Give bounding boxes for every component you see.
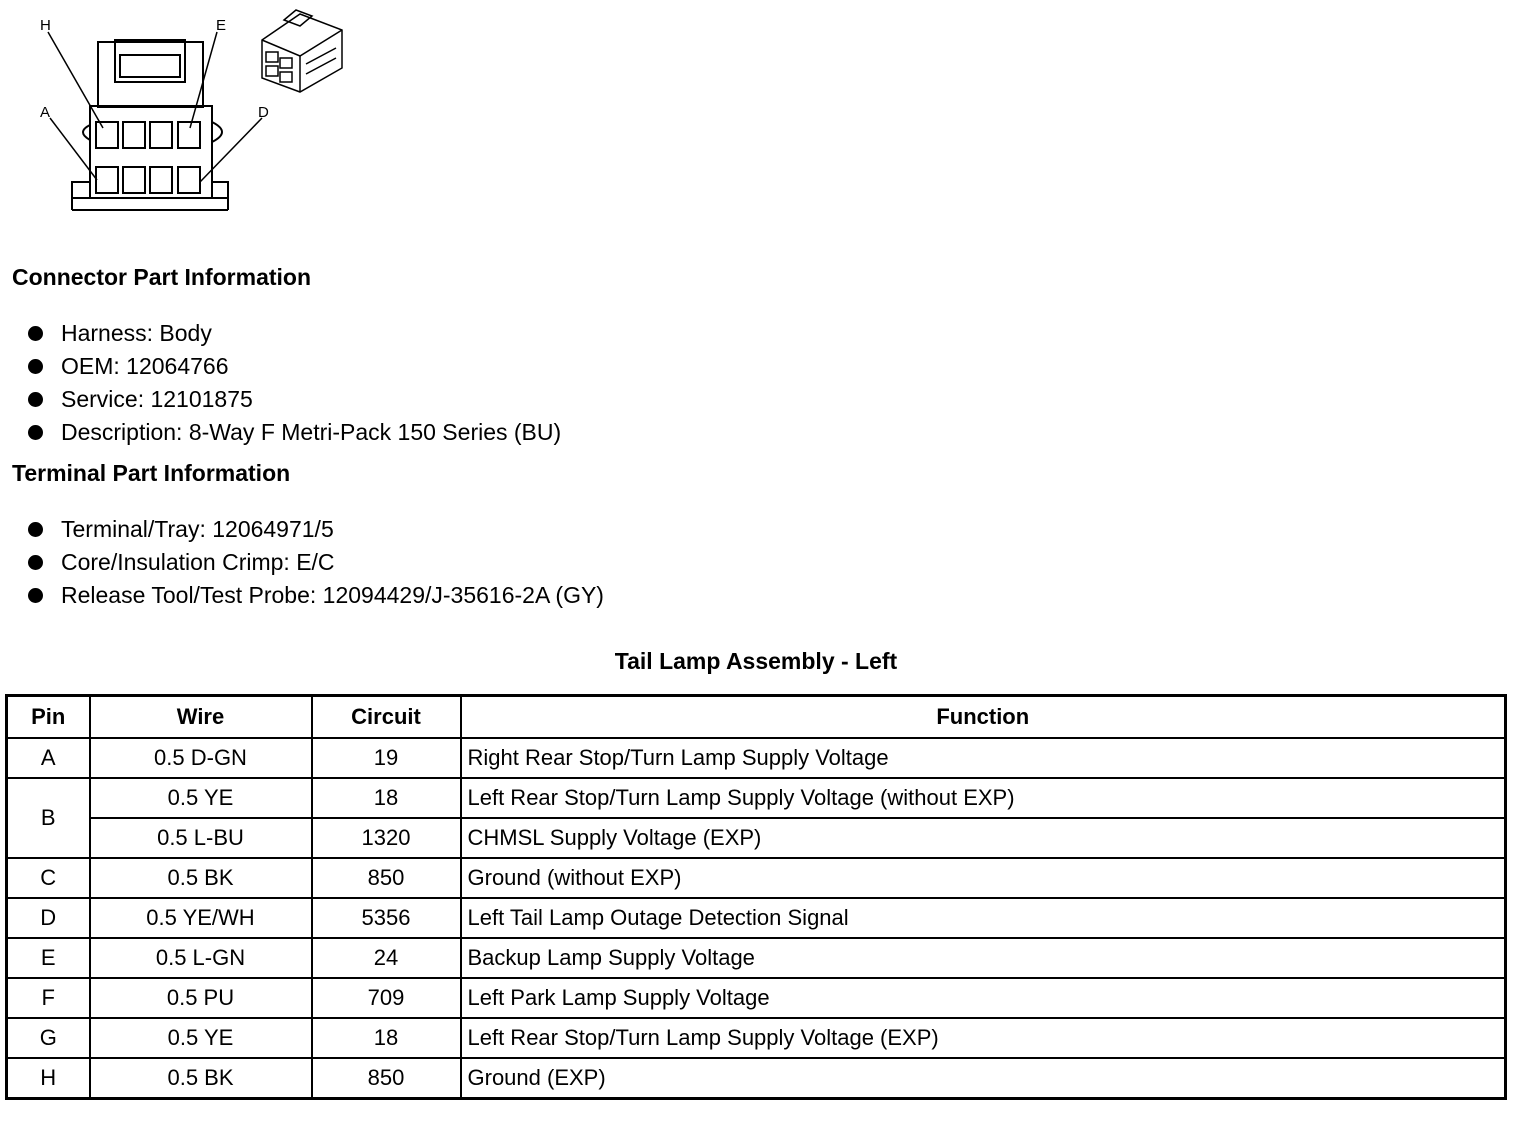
wire-cell: 0.5 L-BU [90,818,312,858]
list-item: Service: 12101875 [28,383,561,416]
function-cell: CHMSL Supply Voltage (EXP) [461,818,1506,858]
connector-info-heading: Connector Part Information [12,264,312,290]
table-row [7,1018,1506,1058]
list-item: Core/Insulation Crimp: E/C [28,546,604,579]
function-cell: Left Park Lamp Supply Voltage [461,978,1506,1018]
bullet-icon [28,555,43,570]
list-item: Release Tool/Test Probe: 12094429/J-35616-2A (GY) [28,579,604,612]
pin-cell: F [7,978,90,1018]
circuit-cell: 18 [312,778,461,818]
pin-cell: A [7,738,90,778]
pin-label-h: H [40,17,51,34]
bullet-icon [28,522,43,537]
cavity-c [150,167,172,193]
wire-cell: 0.5 YE [90,778,312,818]
bullet-icon [28,359,43,374]
table-row [7,898,1506,938]
terminal-info-heading: Terminal Part Information [12,460,291,486]
list-item: Harness: Body [28,317,561,350]
pin-cell: B [7,778,90,858]
function-cell: Right Rear Stop/Turn Lamp Supply Voltage [461,738,1506,778]
connector-info-list [28,317,561,449]
cavity-a [96,167,118,193]
wire-cell: 0.5 PU [90,978,312,1018]
pinout-table [5,694,1507,1100]
circuit-cell: 1320 [312,818,461,858]
table-row [7,778,1506,818]
pin-cell: E [7,938,90,978]
function-cell: Ground (without EXP) [461,858,1506,898]
table-title: Tail Lamp Assembly - Left [614,648,898,674]
pin-label-d: D [258,104,269,121]
list-item: Description: 8-Way F Metri-Pack 150 Series (BU) [28,416,561,449]
table-row [7,818,1506,858]
cavity-f [150,122,172,148]
table-header-row [7,696,1506,739]
cavity-d [178,167,200,193]
header-wire: Wire [90,696,312,739]
connector-diagram [0,0,360,220]
circuit-cell: 709 [312,978,461,1018]
wire-cell: 0.5 L-GN [90,938,312,978]
cavity-e [178,122,200,148]
bullet-icon [28,425,43,440]
cavity-h [96,122,118,148]
wire-cell: 0.5 D-GN [90,738,312,778]
bullet-icon [28,392,43,407]
pin-cell: C [7,858,90,898]
circuit-cell: 850 [312,858,461,898]
function-cell: Left Rear Stop/Turn Lamp Supply Voltage (EXP) [461,1018,1506,1058]
circuit-cell: 850 [312,1058,461,1099]
wire-cell: 0.5 BK [90,1058,312,1099]
cavity-g [123,122,145,148]
pin-cell: H [7,1058,90,1099]
connector-latch [98,42,203,107]
pin-cell: D [7,898,90,938]
header-function: Function [461,696,1506,739]
table-row [7,938,1506,978]
pin-label-e: E [216,17,227,34]
connector-3d-icon [262,10,342,92]
header-circuit: Circuit [312,696,461,739]
table-row [7,1058,1506,1099]
pin-cell: G [7,1018,90,1058]
circuit-cell: 5356 [312,898,461,938]
circuit-cell: 18 [312,1018,461,1058]
circuit-cell: 24 [312,938,461,978]
table-row [7,858,1506,898]
function-cell: Left Tail Lamp Outage Detection Signal [461,898,1506,938]
function-cell: Ground (EXP) [461,1058,1506,1099]
table-row [7,738,1506,778]
cavity-b [123,167,145,193]
wire-cell: 0.5 YE/WH [90,898,312,938]
function-cell: Left Rear Stop/Turn Lamp Supply Voltage (without EXP) [461,778,1506,818]
wire-cell: 0.5 YE [90,1018,312,1058]
bullet-icon [28,326,43,341]
list-item: Terminal/Tray: 12064971/5 [28,513,604,546]
wire-cell: 0.5 BK [90,858,312,898]
pin-label-a: A [40,104,51,121]
header-pin: Pin [7,696,90,739]
list-item: OEM: 12064766 [28,350,561,383]
bullet-icon [28,588,43,603]
table-row [7,978,1506,1018]
terminal-info-list [28,513,604,612]
function-cell: Backup Lamp Supply Voltage [461,938,1506,978]
circuit-cell: 19 [312,738,461,778]
